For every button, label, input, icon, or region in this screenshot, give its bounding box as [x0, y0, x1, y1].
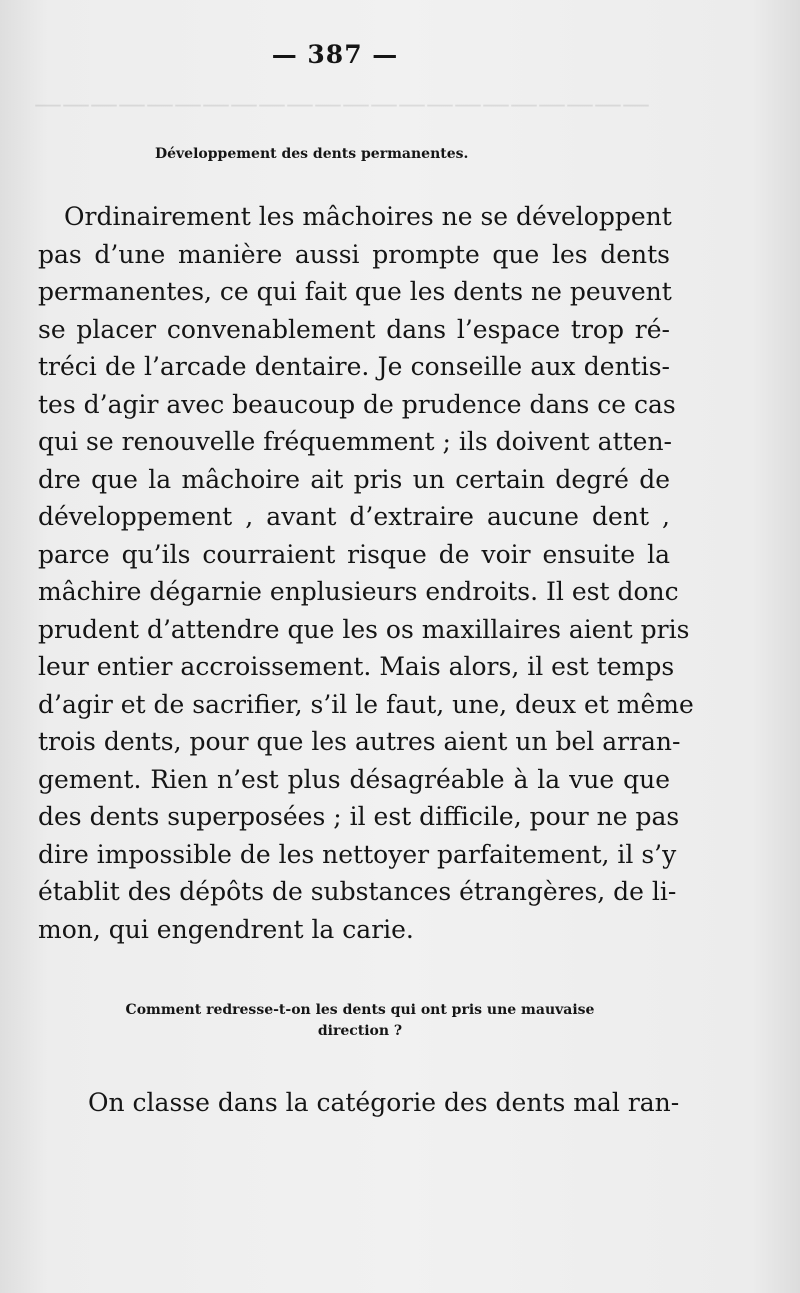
subtitle-line: direction ?	[317, 1023, 403, 1039]
text-line: dre que la mâchoire ait pris un certain degré de	[38, 464, 670, 494]
text-line: prudent d’attendre que les os maxillaires aient pris	[38, 614, 690, 644]
text-line: gement. Rien n’est plus désagréable à la vue que	[38, 764, 670, 794]
section-title: Développement des dents permanentes.	[155, 146, 469, 162]
text-line: des dents superposées ; il est difficile, pour ne pas	[38, 802, 680, 831]
section-subtitle	[60, 1000, 660, 1042]
text-line: pas d’une manière aussi prompte que les dents	[38, 239, 670, 269]
text-line: établit des dépôts de substances étrangères, de li-	[38, 877, 677, 906]
text-line: dire impossible de les nettoyer parfaitement, il s’y	[38, 839, 677, 869]
text-line: d’agir et de sacrifier, s’il le faut, une, deux et même	[38, 689, 694, 719]
body-paragraph	[38, 198, 694, 948]
text-line: Ordinairement les mâchoires ne se développent	[64, 202, 672, 231]
text-line: permanentes, ce qui fait que les dents ne peuvent	[38, 277, 672, 306]
text-line: tes d’agir avec beaucoup de prudence dans ce cas	[38, 389, 676, 419]
text-line: mon, qui engendrent la carie.	[38, 914, 414, 944]
text-line: tréci de l’arcade dentaire. Je conseille aux dentis-	[38, 352, 670, 381]
subtitle-line: Comment redresse-t-on les dents qui ont pris une mauvaise	[125, 1002, 595, 1018]
show-through-text: ——————————————————————	[34, 87, 650, 120]
page-number: — 387 —	[271, 40, 399, 69]
text-line: se placer convenablement dans l’espace trop ré-	[38, 314, 670, 344]
text-line: parce qu’ils courraient risque de voir ensuite la	[38, 539, 670, 569]
text-line: mâchire dégarnie enplusieurs endroits. Il est donc	[38, 577, 679, 606]
text-line: qui se renouvelle fréquemment ; ils doivent atten-	[38, 427, 673, 456]
continuation-line: On classe dans la catégorie des dents mal ran-	[88, 1088, 680, 1117]
text-line: leur entier accroissement. Mais alors, il est temps	[38, 652, 675, 681]
text-line: développement , avant d’extraire aucune dent ,	[38, 502, 670, 531]
text-line: trois dents, pour que les autres aient un bel arran-	[38, 727, 681, 756]
